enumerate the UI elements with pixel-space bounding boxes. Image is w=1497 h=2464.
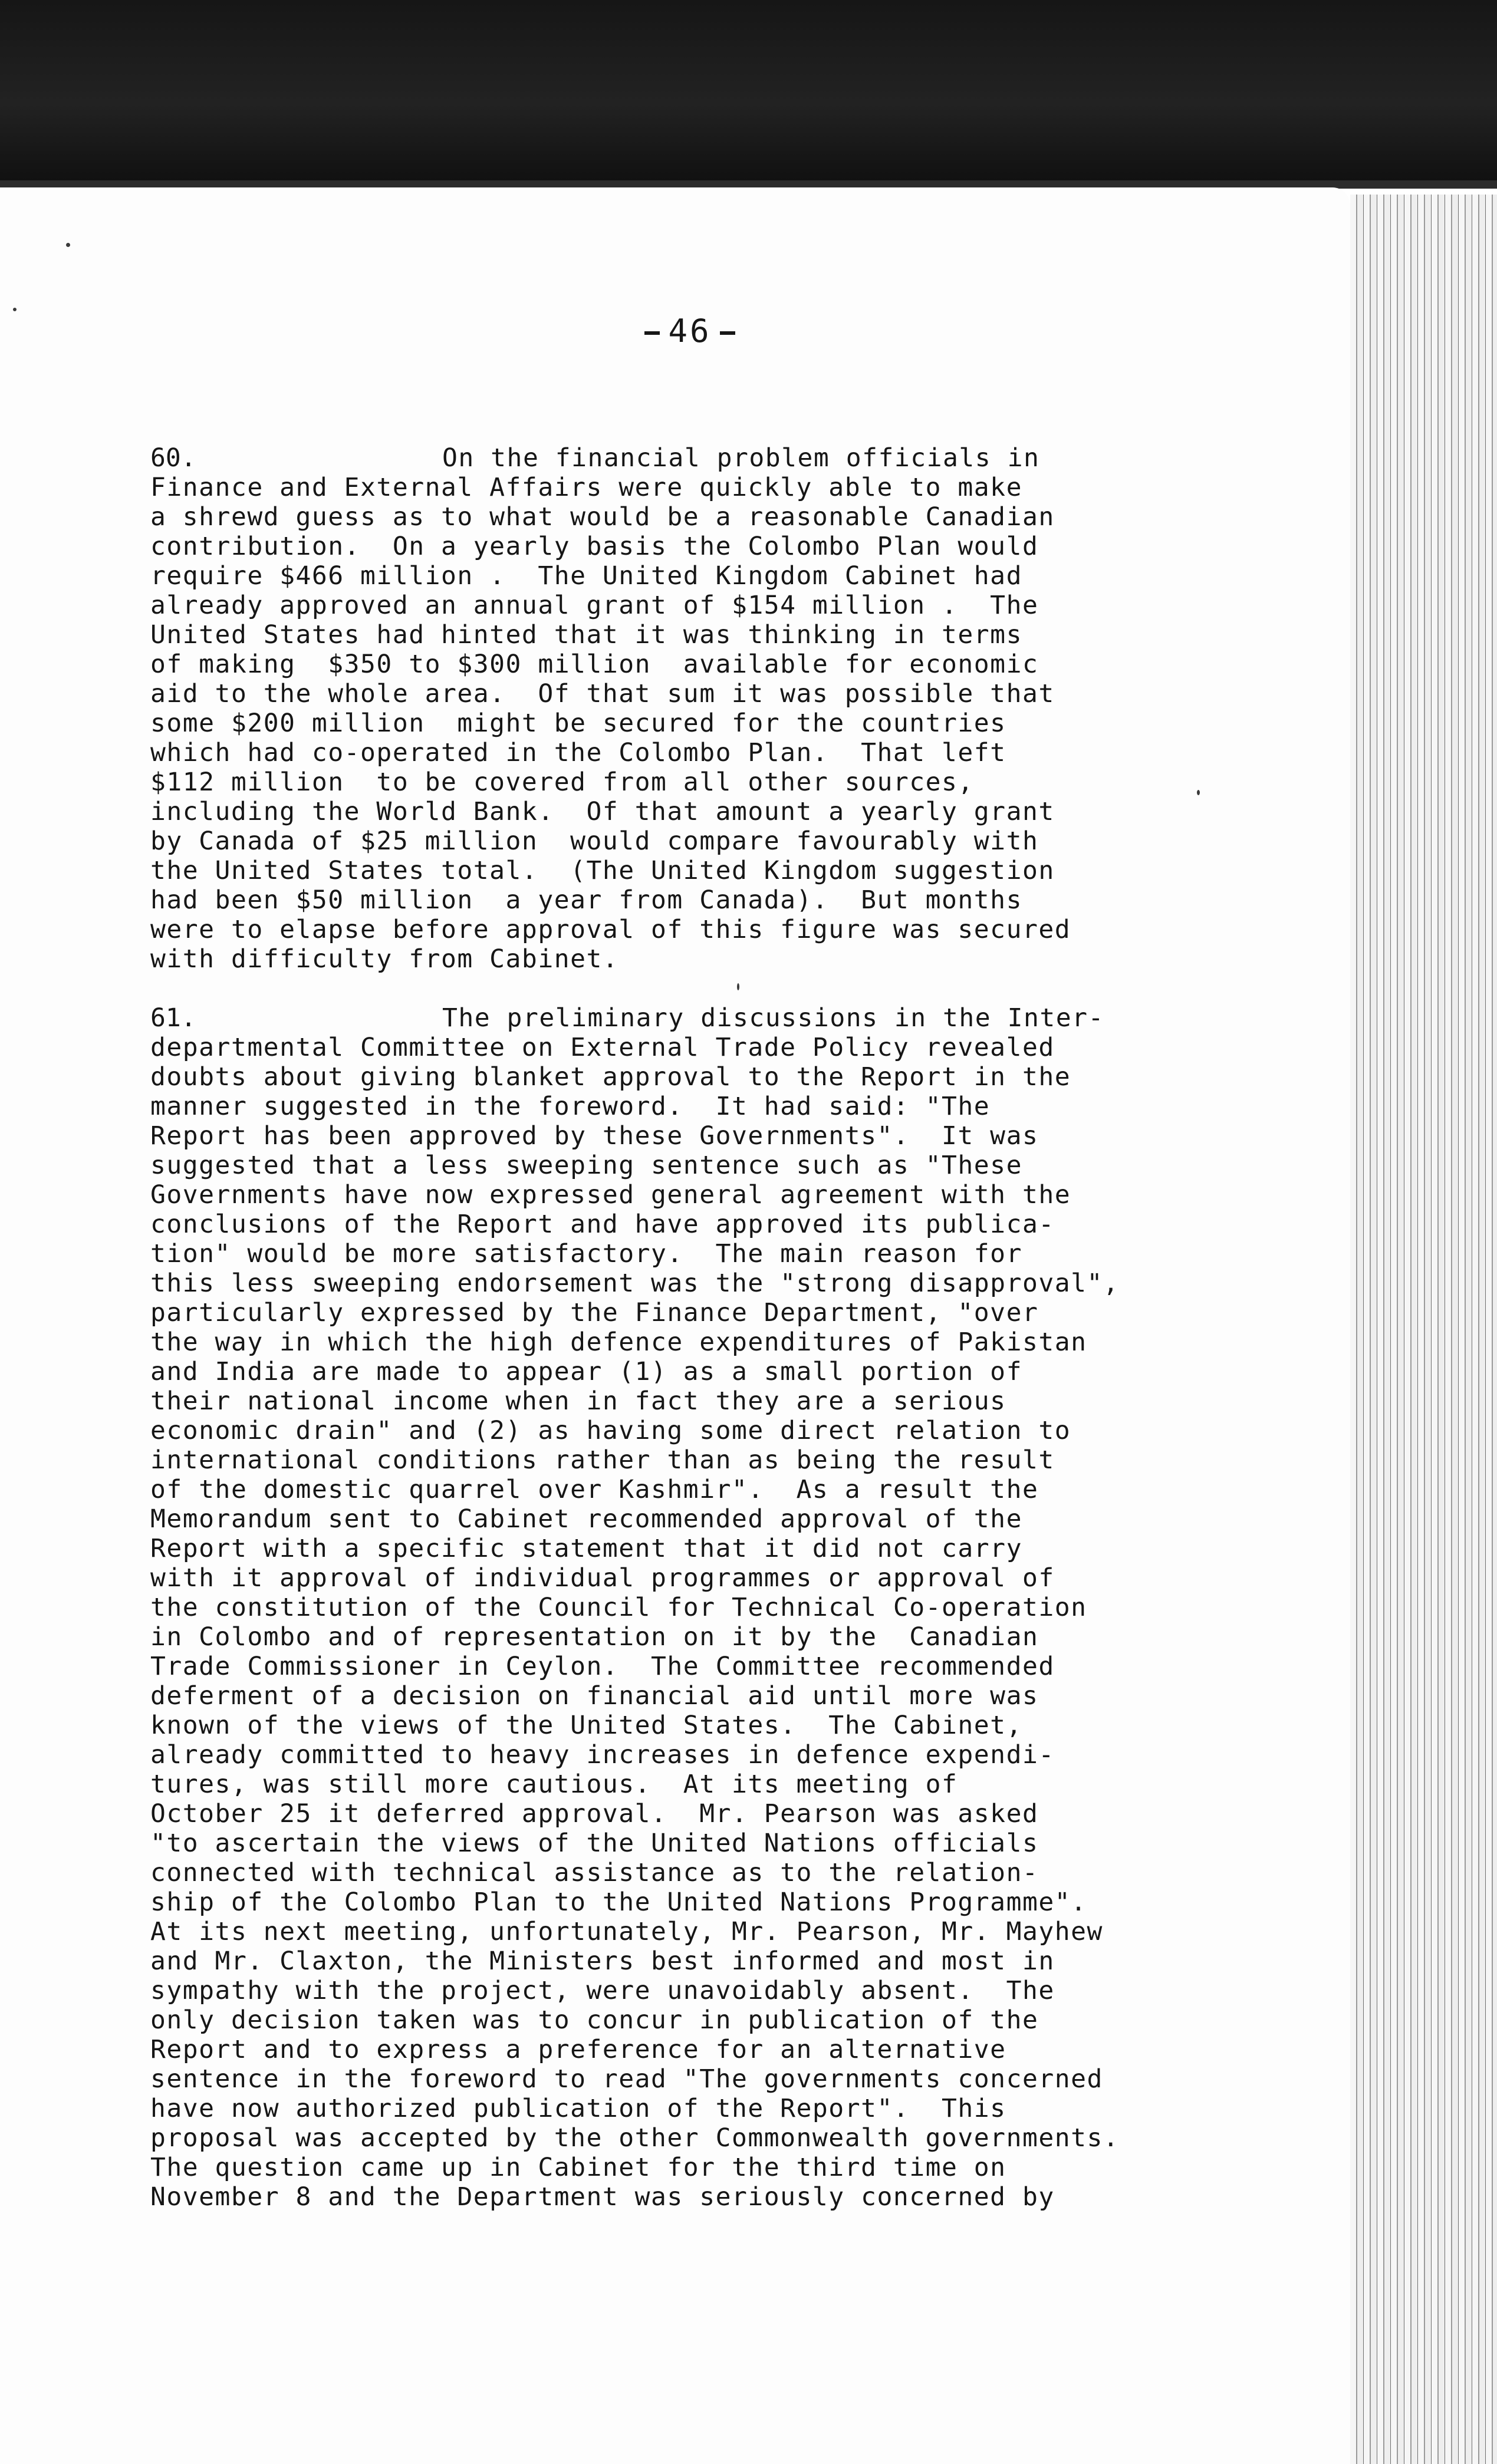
text-line: departmental Committee on External Trade Policy revealed <box>150 1033 1055 1062</box>
text-line: their national income when in fact they are a serious <box>150 1386 1006 1416</box>
text-line: ship of the Colombo Plan to the United Nations Programme". <box>150 1887 1087 1917</box>
text-line: particularly expressed by the Finance Department, "over <box>150 1298 1039 1327</box>
paragraph-number: 60. <box>150 443 196 473</box>
text-line: require $466 million . The United Kingdom Cabinet had <box>150 561 1022 591</box>
page-stack-edge <box>1350 195 1497 2464</box>
text-line: by Canada of $25 million would compare favourably with <box>150 826 1039 856</box>
text-line: have now authorized publication of the Report". This <box>150 2094 1006 2123</box>
text-line: tures, was still more cautious. At its meeting of <box>150 1770 958 1799</box>
text-line: including the World Bank. Of that amount a yearly grant <box>150 797 1055 826</box>
text-line: $112 million to be covered from all other sources, <box>150 767 974 797</box>
text-line: a shrewd guess as to what would be a reasonable Canadian <box>150 502 1055 532</box>
text-line: Report and to express a preference for an alternative <box>150 2035 1006 2064</box>
text-line: already committed to heavy increases in defence expendi- <box>150 1740 1055 1770</box>
paragraph-number: 61. <box>150 1003 196 1033</box>
text-line: which had co-operated in the Colombo Plan. That left <box>150 738 1006 767</box>
text-line: of the domestic quarrel over Kashmir". As a result the <box>150 1475 1039 1504</box>
text-line: were to elapse before approval of this figure was secured <box>150 915 1071 944</box>
text-line: October 25 it deferred approval. Mr. Pearson was asked <box>150 1799 1039 1829</box>
text-line: international conditions rather than as being the result <box>150 1445 1055 1475</box>
text-line: Report has been approved by these Governments". It was <box>150 1121 1039 1151</box>
page-number <box>613 312 766 350</box>
text-line: Report with a specific statement that it did not carry <box>150 1534 1022 1563</box>
text-line: connected with technical assistance as to the relation- <box>150 1858 1039 1887</box>
scan-speck <box>13 308 17 311</box>
text-line: contribution. On a yearly basis the Colombo Plan would <box>150 532 1039 561</box>
text-line: known of the views of the United States. The Cabinet, <box>150 1711 1022 1740</box>
text-line: and India are made to appear (1) as a small portion of <box>150 1357 1022 1386</box>
text-line: of making $350 to $300 million available for economic <box>150 650 1039 679</box>
text-line: Trade Commissioner in Ceylon. The Committee recommended <box>150 1652 1055 1681</box>
page-number-value: 46 <box>668 312 712 350</box>
text-line: aid to the whole area. Of that sum it was possible that <box>150 679 1055 709</box>
text-line: this less sweeping endorsement was the "strong disapproval", <box>150 1269 1120 1298</box>
text-line: Memorandum sent to Cabinet recommended approval of the <box>150 1504 1022 1534</box>
text-line: sympathy with the project, were unavoidably absent. The <box>150 1976 1055 2005</box>
text-line: On the financial problem officials in <box>442 443 1040 473</box>
paragraph-60 <box>150 443 1223 974</box>
dash-left <box>644 331 660 335</box>
text-line: the way in which the high defence expenditures of Pakistan <box>150 1327 1087 1357</box>
text-line: manner suggested in the foreword. It had said: "The <box>150 1092 991 1121</box>
document-body <box>150 443 1223 2212</box>
dash-right <box>720 331 735 335</box>
text-line: At its next meeting, unfortunately, Mr. Pearson, Mr. Mayhew <box>150 1917 1103 1946</box>
text-line: and Mr. Claxton, the Ministers best informed and most in <box>150 1946 1055 1976</box>
text-line: doubts about giving blanket approval to the Report in the <box>150 1062 1071 1092</box>
text-line: economic drain" and (2) as having some direct relation to <box>150 1416 1071 1445</box>
text-line: "to ascertain the views of the United Nations officials <box>150 1829 1039 1858</box>
paragraph-61 <box>150 1003 1223 2212</box>
scanner-dark-band <box>0 0 1497 189</box>
text-line: United States had hinted that it was thinking in terms <box>150 620 1022 650</box>
text-line: had been $50 million a year from Canada). But months <box>150 885 1022 915</box>
text-line: conclusions of the Report and have approved its publica- <box>150 1210 1055 1239</box>
text-line: with it approval of individual programmes or approval of <box>150 1563 1055 1593</box>
text-line: some $200 million might be secured for the countries <box>150 709 1006 738</box>
text-line: tion" would be more satisfactory. The main reason for <box>150 1239 1022 1269</box>
text-line: already approved an annual grant of $154 million . The <box>150 591 1039 620</box>
scan-speck <box>66 243 70 247</box>
text-line: The question came up in Cabinet for the third time on <box>150 2153 1006 2182</box>
text-line: Finance and External Affairs were quickly able to make <box>150 473 1022 502</box>
text-line: in Colombo and of representation on it by the Canadian <box>150 1622 1039 1652</box>
text-line: the United States total. (The United Kingdom suggestion <box>150 856 1055 885</box>
text-line: Governments have now expressed general agreement with the <box>150 1180 1071 1210</box>
text-line: deferment of a decision on financial aid until more was <box>150 1681 1039 1711</box>
text-line: with difficulty from Cabinet. <box>150 944 619 974</box>
text-line: suggested that a less sweeping sentence such as "These <box>150 1151 1022 1180</box>
text-line: proposal was accepted by the other Commonwealth governments. <box>150 2123 1120 2153</box>
text-line: November 8 and the Department was seriously concerned by <box>150 2182 1055 2212</box>
text-line: The preliminary discussions in the Inter- <box>442 1003 1104 1033</box>
text-line: only decision taken was to concur in publication of the <box>150 2005 1039 2035</box>
text-line: the constitution of the Council for Technical Co-operation <box>150 1593 1087 1622</box>
text-line: sentence in the foreword to read "The governments concerned <box>150 2064 1103 2094</box>
